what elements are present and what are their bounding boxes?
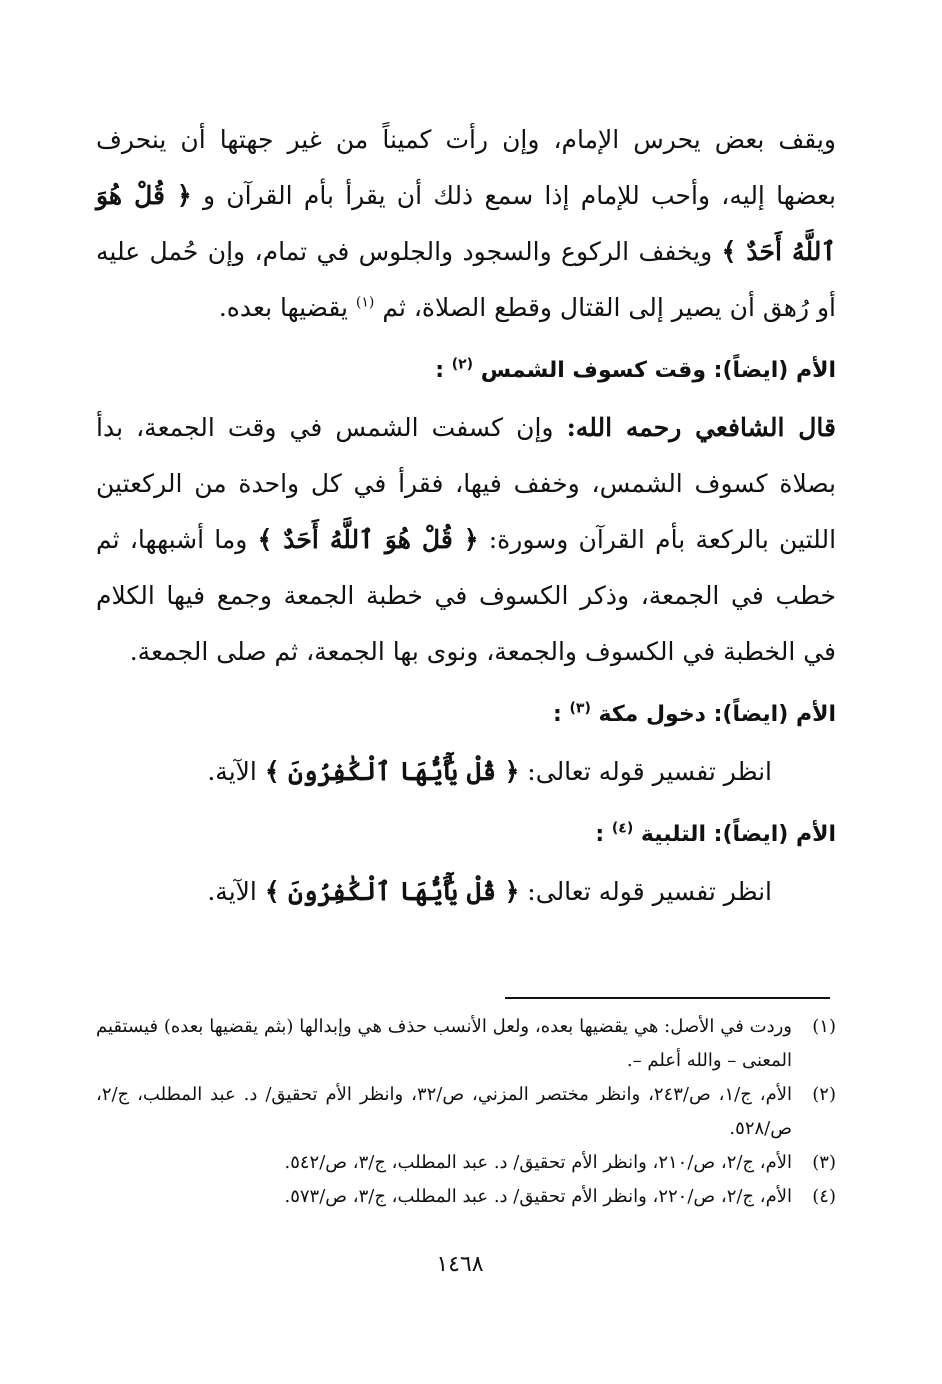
reference-line-1 xyxy=(96,744,836,800)
section-heading-eclipse-text: الأم (ايضاً): وقت كسوف الشمس xyxy=(480,358,836,383)
footnote-number: (٤) xyxy=(812,1186,836,1207)
paragraph-2-lead: قال الشافعي رحمه الله: xyxy=(566,413,836,442)
footnote-ref-3[interactable]: (٣) xyxy=(569,700,591,717)
section-heading-mecca-text: الأم (ايضاً): دخول مكة xyxy=(598,702,836,727)
footnote-3 xyxy=(96,1146,836,1180)
quran-verse-kafirun: ﴿ قُلْ يَٰٓأَيُّهَا ٱلْكَٰفِرُونَ ﴾ xyxy=(264,877,520,906)
page-number: ١٤٦٨ xyxy=(436,1252,484,1277)
paragraph-1-text-c: يقضيها بعده. xyxy=(218,293,356,322)
section-heading-mecca-colon: : xyxy=(553,702,562,727)
paragraph-1-text-a: ويقف بعض يحرس الإمام، وإن رأت كميناً من غير جهتها أن ينحرف بعضها إليه، وأحب للإمام إذا سمع ذلك أن يقرأ بأم القرآن و xyxy=(96,125,836,210)
section-heading-talbiya xyxy=(96,820,836,850)
reference-line-2 xyxy=(96,864,836,920)
quran-verse-ikhlas: ﴿ قُلْ هُوَ ٱللَّهُ أَحَدٌ ﴾ xyxy=(257,525,479,554)
footnote-number: (٢) xyxy=(812,1084,836,1105)
footnotes xyxy=(96,1010,836,1214)
footnote-ref-1[interactable]: (١) xyxy=(355,294,375,311)
section-heading-talbiya-text: الأم (ايضاً): التلبية xyxy=(640,822,836,847)
paragraph-2 xyxy=(96,400,836,680)
footnote-number: (١) xyxy=(812,1016,836,1037)
paragraph-2-text-a: وإن كسفت الشمس في وقت الجمعة، بدأ بصلاة كسوف الشمس، وخفف فيها، فقرأ في كل واحدة من الركعتين اللتين بالركعة بأم القرآن وسورة: xyxy=(96,413,837,554)
footnote-ref-2[interactable]: (٢) xyxy=(451,356,474,373)
footnote-text: الأم، ج/٢، ص/٢١٠، وانظر الأم تحقيق/ د. عبد المطلب، ج/٣، ص/٥٤٢. xyxy=(284,1152,792,1173)
reference-line-2-text-a: انظر تفسير قوله تعالى: xyxy=(519,877,772,906)
footnote-text: وردت في الأصل: هي يقضيها بعده، ولعل الأنسب حذف هي وإبدالها (بثم يقضيها بعده) فيستقيم المعنى – والله أعلم –. xyxy=(96,1016,792,1071)
quran-verse-ikhlas: ﴿ قُلْ هُوَ ٱللَّهُ أَحَدٌ ﴾ xyxy=(96,181,836,266)
footnote-number: (٣) xyxy=(812,1152,836,1173)
section-heading-eclipse-colon: : xyxy=(435,358,445,383)
page-body xyxy=(96,112,836,932)
footnote-4 xyxy=(96,1180,836,1214)
reference-line-1-text-a: انظر تفسير قوله تعالى: xyxy=(519,757,772,786)
paragraph-1 xyxy=(96,112,836,336)
reference-line-1-text-b: الآية. xyxy=(207,757,265,786)
section-heading-eclipse xyxy=(96,356,836,386)
quran-verse-kafirun: ﴿ قُلْ يَٰٓأَيُّهَا ٱلْكَٰفِرُونَ ﴾ xyxy=(264,757,520,786)
footnote-text: الأم، ج/٢، ص/٢٢٠، وانظر الأم تحقيق/ د. عبد المطلب، ج/٣، ص/٥٧٣. xyxy=(284,1186,792,1207)
footnote-1 xyxy=(96,1010,836,1078)
reference-line-2-text-b: الآية. xyxy=(207,877,265,906)
footnote-2 xyxy=(96,1078,836,1146)
paragraph-2-text-b: وما أشبهها، ثم خطب في الجمعة، وذكر الكسوف في خطبة الجمعة وجمع فيها الكلام في الخطبة في الكسوف والجمعة، ونوى بها الجمعة، ثم صلى الجمعة. xyxy=(96,525,836,666)
section-heading-talbiya-colon: : xyxy=(595,822,605,847)
footnote-text: الأم، ج/١، ص/٢٤٣، وانظر مختصر المزني، ص/٣٢، وانظر الأم تحقيق/ د. عبد المطلب، ج/٢، ص/٥٢٨. xyxy=(96,1084,792,1139)
footnote-ref-4[interactable]: (٤) xyxy=(611,820,634,837)
footnote-separator xyxy=(505,997,830,999)
section-heading-mecca xyxy=(96,700,836,730)
paragraph-1-text-b: ويخفف الركوع والسجود والجلوس في تمام، وإن حُمل عليه أو رُهق أن يصير إلى القتال وقطع الصلاة، ثم xyxy=(96,237,836,322)
